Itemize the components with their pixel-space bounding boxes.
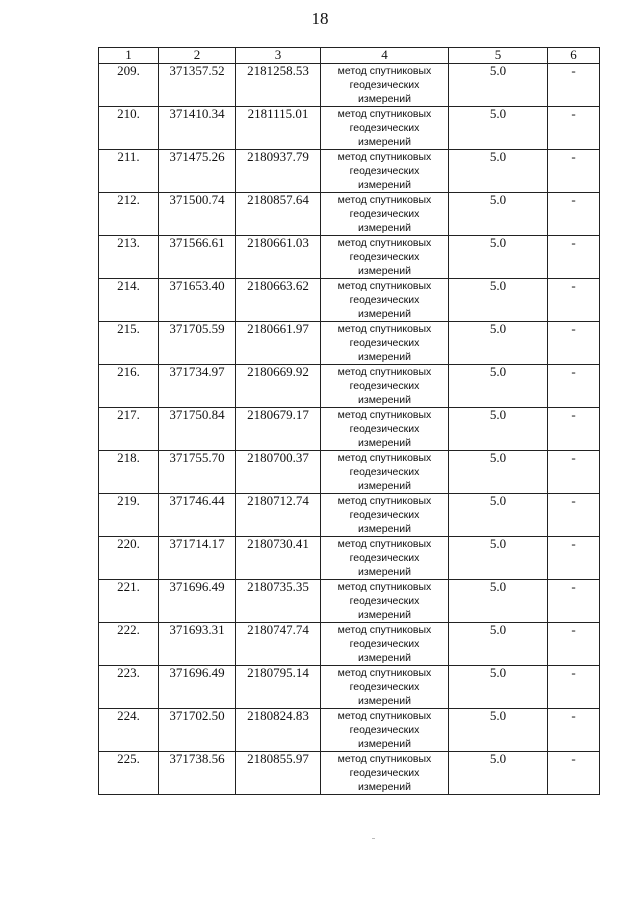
note-cell: - bbox=[548, 107, 600, 150]
method-cell bbox=[321, 322, 449, 365]
point-number-cell: 211. bbox=[99, 150, 159, 193]
column-header: 4 bbox=[321, 48, 449, 64]
method-line: метод спутниковых bbox=[337, 366, 432, 378]
x-coordinate-cell: 371693.31 bbox=[159, 623, 236, 666]
y-coordinate-cell: 2180663.62 bbox=[236, 279, 321, 322]
method-line: геодезических bbox=[349, 724, 420, 736]
y-coordinate-cell: 2180824.83 bbox=[236, 709, 321, 752]
x-coordinate-cell: 371357.52 bbox=[159, 64, 236, 107]
x-coordinate-cell: 371755.70 bbox=[159, 451, 236, 494]
method-line: измерений bbox=[358, 351, 411, 363]
method-cell bbox=[321, 107, 449, 150]
method-cell bbox=[321, 408, 449, 451]
point-number-cell: 210. bbox=[99, 107, 159, 150]
y-coordinate-cell: 2180661.97 bbox=[236, 322, 321, 365]
method-line: измерений bbox=[358, 695, 411, 707]
method-line: геодезических bbox=[349, 509, 420, 521]
accuracy-cell: 5.0 bbox=[449, 580, 548, 623]
note-cell: - bbox=[548, 580, 600, 623]
accuracy-cell: 5.0 bbox=[449, 623, 548, 666]
method-line: геодезических bbox=[349, 122, 420, 134]
method-line: геодезических bbox=[349, 294, 420, 306]
method-line: измерений bbox=[358, 523, 411, 535]
accuracy-cell: 5.0 bbox=[449, 322, 548, 365]
method-cell bbox=[321, 64, 449, 107]
table-row bbox=[99, 150, 600, 193]
method-line: метод спутниковых bbox=[337, 280, 432, 292]
accuracy-cell: 5.0 bbox=[449, 236, 548, 279]
table-row bbox=[99, 580, 600, 623]
y-coordinate-cell: 2180730.41 bbox=[236, 537, 321, 580]
x-coordinate-cell: 371410.34 bbox=[159, 107, 236, 150]
method-line: метод спутниковых bbox=[337, 581, 432, 593]
accuracy-cell: 5.0 bbox=[449, 150, 548, 193]
x-coordinate-cell: 371653.40 bbox=[159, 279, 236, 322]
y-coordinate-cell: 2180855.97 bbox=[236, 752, 321, 795]
table-row bbox=[99, 752, 600, 795]
point-number-cell: 219. bbox=[99, 494, 159, 537]
y-coordinate-cell: 2181115.01 bbox=[236, 107, 321, 150]
table-row bbox=[99, 408, 600, 451]
note-cell: - bbox=[548, 193, 600, 236]
column-header: 2 bbox=[159, 48, 236, 64]
method-line: метод спутниковых bbox=[337, 323, 432, 335]
method-line: геодезических bbox=[349, 638, 420, 650]
method-cell bbox=[321, 494, 449, 537]
point-number-cell: 224. bbox=[99, 709, 159, 752]
accuracy-cell: 5.0 bbox=[449, 279, 548, 322]
method-line: геодезических bbox=[349, 423, 420, 435]
method-line: метод спутниковых bbox=[337, 710, 432, 722]
point-number-cell: 217. bbox=[99, 408, 159, 451]
method-line: геодезических bbox=[349, 767, 420, 779]
table-row bbox=[99, 666, 600, 709]
point-number-cell: 214. bbox=[99, 279, 159, 322]
table-row bbox=[99, 623, 600, 666]
y-coordinate-cell: 2180700.37 bbox=[236, 451, 321, 494]
method-line: измерений bbox=[358, 738, 411, 750]
method-line: геодезических bbox=[349, 79, 420, 91]
x-coordinate-cell: 371500.74 bbox=[159, 193, 236, 236]
x-coordinate-cell: 371746.44 bbox=[159, 494, 236, 537]
note-cell: - bbox=[548, 236, 600, 279]
point-number-cell: 218. bbox=[99, 451, 159, 494]
method-line: геодезических bbox=[349, 165, 420, 177]
method-cell bbox=[321, 709, 449, 752]
method-line: метод спутниковых bbox=[337, 495, 432, 507]
scan-speck bbox=[372, 838, 375, 839]
method-line: геодезических bbox=[349, 380, 420, 392]
note-cell: - bbox=[548, 365, 600, 408]
note-cell: - bbox=[548, 537, 600, 580]
method-line: метод спутниковых bbox=[337, 753, 432, 765]
note-cell: - bbox=[548, 279, 600, 322]
y-coordinate-cell: 2180679.17 bbox=[236, 408, 321, 451]
method-line: метод спутниковых bbox=[337, 108, 432, 120]
y-coordinate-cell: 2180669.92 bbox=[236, 365, 321, 408]
x-coordinate-cell: 371714.17 bbox=[159, 537, 236, 580]
x-coordinate-cell: 371750.84 bbox=[159, 408, 236, 451]
note-cell: - bbox=[548, 408, 600, 451]
note-cell: - bbox=[548, 322, 600, 365]
method-cell bbox=[321, 752, 449, 795]
y-coordinate-cell: 2180937.79 bbox=[236, 150, 321, 193]
note-cell: - bbox=[548, 666, 600, 709]
table-row bbox=[99, 537, 600, 580]
note-cell: - bbox=[548, 64, 600, 107]
method-cell bbox=[321, 236, 449, 279]
x-coordinate-cell: 371696.49 bbox=[159, 666, 236, 709]
method-line: измерений bbox=[358, 265, 411, 277]
method-line: геодезических bbox=[349, 681, 420, 693]
method-line: геодезических bbox=[349, 208, 420, 220]
method-line: геодезических bbox=[349, 337, 420, 349]
point-number-cell: 225. bbox=[99, 752, 159, 795]
method-line: измерений bbox=[358, 609, 411, 621]
page-number: 18 bbox=[311, 9, 329, 28]
column-header: 6 bbox=[548, 48, 600, 64]
note-cell: - bbox=[548, 752, 600, 795]
method-line: измерений bbox=[358, 781, 411, 793]
method-line: измерений bbox=[358, 394, 411, 406]
point-number-cell: 213. bbox=[99, 236, 159, 279]
method-line: измерений bbox=[358, 566, 411, 578]
method-line: измерений bbox=[358, 480, 411, 492]
note-cell: - bbox=[548, 709, 600, 752]
column-header: 1 bbox=[99, 48, 159, 64]
coordinates-table bbox=[98, 47, 600, 795]
table-row bbox=[99, 451, 600, 494]
method-line: измерений bbox=[358, 136, 411, 148]
accuracy-cell: 5.0 bbox=[449, 64, 548, 107]
y-coordinate-cell: 2180712.74 bbox=[236, 494, 321, 537]
method-line: измерений bbox=[358, 222, 411, 234]
point-number-cell: 222. bbox=[99, 623, 159, 666]
table-row bbox=[99, 279, 600, 322]
method-line: метод спутниковых bbox=[337, 452, 432, 464]
point-number-cell: 223. bbox=[99, 666, 159, 709]
point-number-cell: 209. bbox=[99, 64, 159, 107]
note-cell: - bbox=[548, 623, 600, 666]
accuracy-cell: 5.0 bbox=[449, 494, 548, 537]
table-row bbox=[99, 193, 600, 236]
x-coordinate-cell: 371475.26 bbox=[159, 150, 236, 193]
method-line: измерений bbox=[358, 308, 411, 320]
x-coordinate-cell: 371702.50 bbox=[159, 709, 236, 752]
y-coordinate-cell: 2181258.53 bbox=[236, 64, 321, 107]
method-line: метод спутниковых bbox=[337, 538, 432, 550]
x-coordinate-cell: 371705.59 bbox=[159, 322, 236, 365]
table-row bbox=[99, 494, 600, 537]
point-number-cell: 215. bbox=[99, 322, 159, 365]
table-row bbox=[99, 236, 600, 279]
y-coordinate-cell: 2180857.64 bbox=[236, 193, 321, 236]
point-number-cell: 212. bbox=[99, 193, 159, 236]
method-line: метод спутниковых bbox=[337, 409, 432, 421]
note-cell: - bbox=[548, 494, 600, 537]
method-line: метод спутниковых bbox=[337, 624, 432, 636]
point-number-cell: 220. bbox=[99, 537, 159, 580]
accuracy-cell: 5.0 bbox=[449, 709, 548, 752]
method-cell bbox=[321, 150, 449, 193]
x-coordinate-cell: 371696.49 bbox=[159, 580, 236, 623]
point-number-cell: 221. bbox=[99, 580, 159, 623]
table-row bbox=[99, 64, 600, 107]
method-line: измерений bbox=[358, 179, 411, 191]
accuracy-cell: 5.0 bbox=[449, 365, 548, 408]
x-coordinate-cell: 371734.97 bbox=[159, 365, 236, 408]
y-coordinate-cell: 2180795.14 bbox=[236, 666, 321, 709]
column-header: 5 bbox=[449, 48, 548, 64]
y-coordinate-cell: 2180661.03 bbox=[236, 236, 321, 279]
method-line: метод спутниковых bbox=[337, 65, 432, 77]
method-line: геодезических bbox=[349, 552, 420, 564]
method-line: измерений bbox=[358, 652, 411, 664]
accuracy-cell: 5.0 bbox=[449, 451, 548, 494]
accuracy-cell: 5.0 bbox=[449, 107, 548, 150]
method-cell bbox=[321, 666, 449, 709]
table-row bbox=[99, 322, 600, 365]
table-row bbox=[99, 365, 600, 408]
method-line: метод спутниковых bbox=[337, 237, 432, 249]
x-coordinate-cell: 371566.61 bbox=[159, 236, 236, 279]
table-row bbox=[99, 107, 600, 150]
y-coordinate-cell: 2180735.35 bbox=[236, 580, 321, 623]
accuracy-cell: 5.0 bbox=[449, 752, 548, 795]
accuracy-cell: 5.0 bbox=[449, 408, 548, 451]
table-row bbox=[99, 709, 600, 752]
method-cell bbox=[321, 193, 449, 236]
accuracy-cell: 5.0 bbox=[449, 193, 548, 236]
point-number-cell: 216. bbox=[99, 365, 159, 408]
x-coordinate-cell: 371738.56 bbox=[159, 752, 236, 795]
accuracy-cell: 5.0 bbox=[449, 537, 548, 580]
accuracy-cell: 5.0 bbox=[449, 666, 548, 709]
method-cell bbox=[321, 623, 449, 666]
method-line: геодезических bbox=[349, 595, 420, 607]
method-line: измерений bbox=[358, 93, 411, 105]
method-line: измерений bbox=[358, 437, 411, 449]
method-line: метод спутниковых bbox=[337, 667, 432, 679]
table-header-row bbox=[99, 48, 600, 64]
method-cell bbox=[321, 451, 449, 494]
method-line: геодезических bbox=[349, 251, 420, 263]
method-cell bbox=[321, 279, 449, 322]
column-header: 3 bbox=[236, 48, 321, 64]
method-cell bbox=[321, 537, 449, 580]
method-line: метод спутниковых bbox=[337, 151, 432, 163]
method-cell bbox=[321, 365, 449, 408]
method-cell bbox=[321, 580, 449, 623]
method-line: геодезических bbox=[349, 466, 420, 478]
note-cell: - bbox=[548, 451, 600, 494]
method-line: метод спутниковых bbox=[337, 194, 432, 206]
note-cell: - bbox=[548, 150, 600, 193]
y-coordinate-cell: 2180747.74 bbox=[236, 623, 321, 666]
